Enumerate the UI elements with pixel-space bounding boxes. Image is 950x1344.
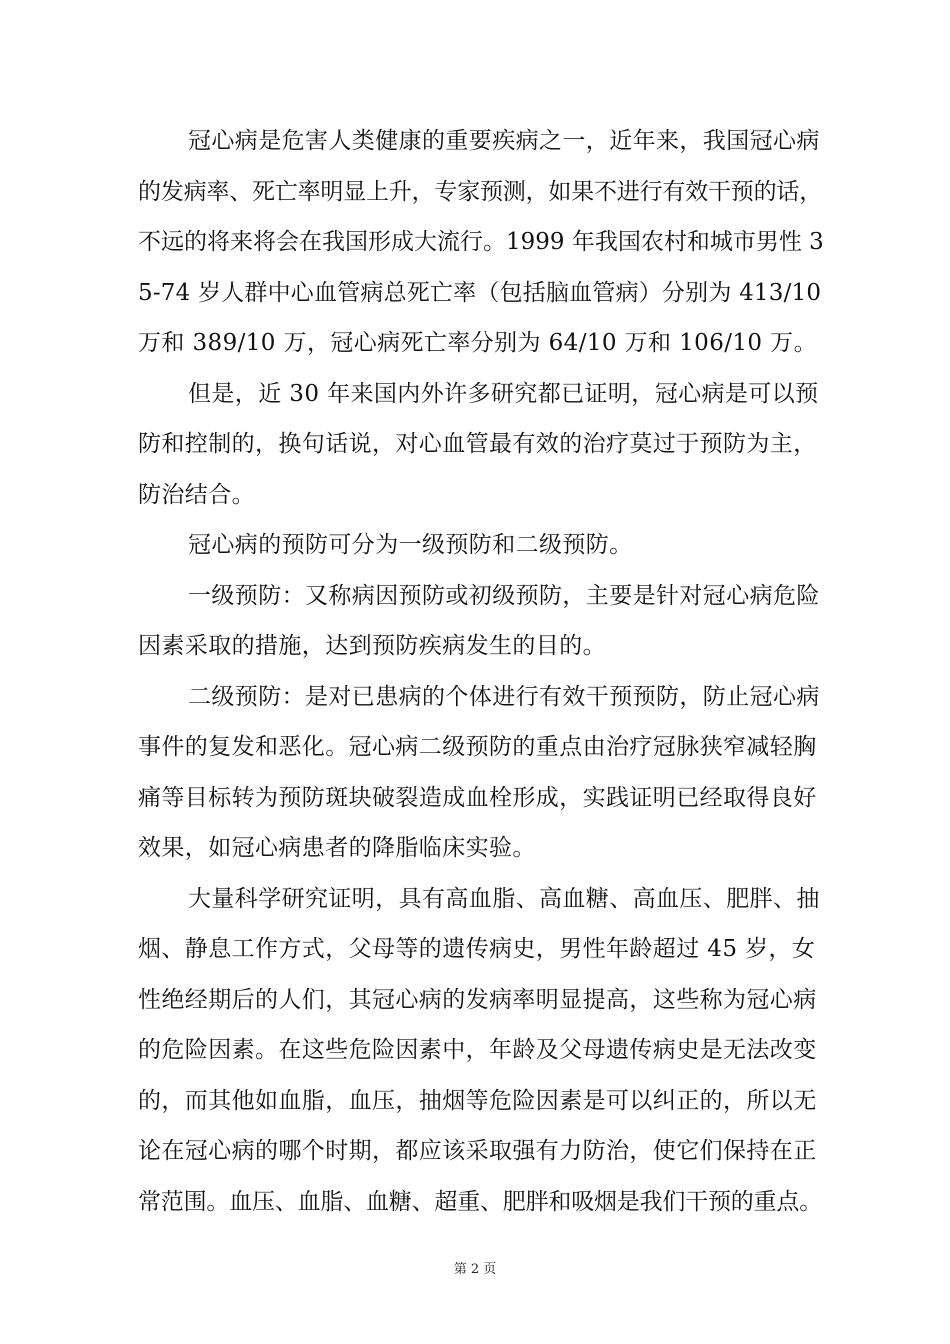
paragraph-4-line-1: 一级预防：又称病因预防或初级预防，主要是针对冠心病危险	[188, 583, 820, 609]
paragraph-6-line-2: 烟、静息工作方式，父母等的遗传病史，男性年龄超过 45 岁，女	[138, 936, 816, 962]
paragraph-3-line-1: 冠心病的预防可分为一级预防和二级预防。	[188, 532, 633, 558]
paragraph-6-line-7: 常范围。血压、血脂、血糖、超重、肥胖和吸烟是我们干预的重点。	[138, 1189, 823, 1215]
paragraph-5-line-4: 效果，如冠心病患者的降脂临床实验。	[138, 835, 536, 861]
paragraph-1-line-2: 的发病率、死亡率明显上升，专家预测，如果不进行有效干预的话，	[138, 179, 823, 205]
page-number: 第 2 页	[453, 1262, 497, 1277]
paragraph-2-line-3: 防治结合。	[138, 482, 255, 508]
paragraph-5-line-1: 二级预防：是对已患病的个体进行有效干预预防，防止冠心病	[188, 684, 820, 710]
paragraph-6-line-6: 论在冠心病的哪个时期，都应该采取强有力防治，使它们保持在正	[138, 1138, 817, 1164]
paragraph-4-line-2: 因素采取的措施，达到预防疾病发生的目的。	[138, 633, 606, 659]
paragraph-6-line-5: 的，而其他如血脂，血压，抽烟等危险因素是可以纠正的，所以无	[138, 1088, 817, 1114]
paragraph-1-line-5: 万和 389/10 万，冠心病死亡率分别为 64/10 万和 106/10 万。	[138, 330, 817, 356]
paragraph-2-line-1: 但是，近 30 年来国内外许多研究都已证明，冠心病是可以预	[188, 381, 819, 407]
paragraph-1-line-3: 不远的将来将会在我国形成大流行。1999 年我国农村和城市男性 3	[138, 229, 824, 255]
paragraph-6-line-1: 大量科学研究证明，具有高血脂、高血糖、高血压、肥胖、抽	[188, 886, 820, 912]
paragraph-1-line-1: 冠心病是危害人类健康的重要疾病之一，近年来，我国冠心病	[188, 128, 820, 154]
paragraph-6-line-3: 性绝经期后的人们，其冠心病的发病率明显提高，这些称为冠心病	[138, 987, 817, 1013]
paragraph-1-line-4: 5-74 岁人群中心血管病总死亡率（包括脑血管病）分别为 413/10	[138, 280, 822, 306]
paragraph-5-line-3: 痛等目标转为预防斑块破裂造成血栓形成，实践证明已经取得良好	[138, 785, 817, 811]
paragraph-2-line-2: 防和控制的，换句话说，对心血管最有效的治疗莫过于预防为主，	[138, 431, 817, 457]
paragraph-5-line-2: 事件的复发和恶化。冠心病二级预防的重点由治疗冠脉狭窄减轻胸	[138, 734, 817, 760]
paragraph-6-line-4: 的危险因素。在这些危险因素中，年龄及父母遗传病史是无法改变	[138, 1037, 817, 1063]
